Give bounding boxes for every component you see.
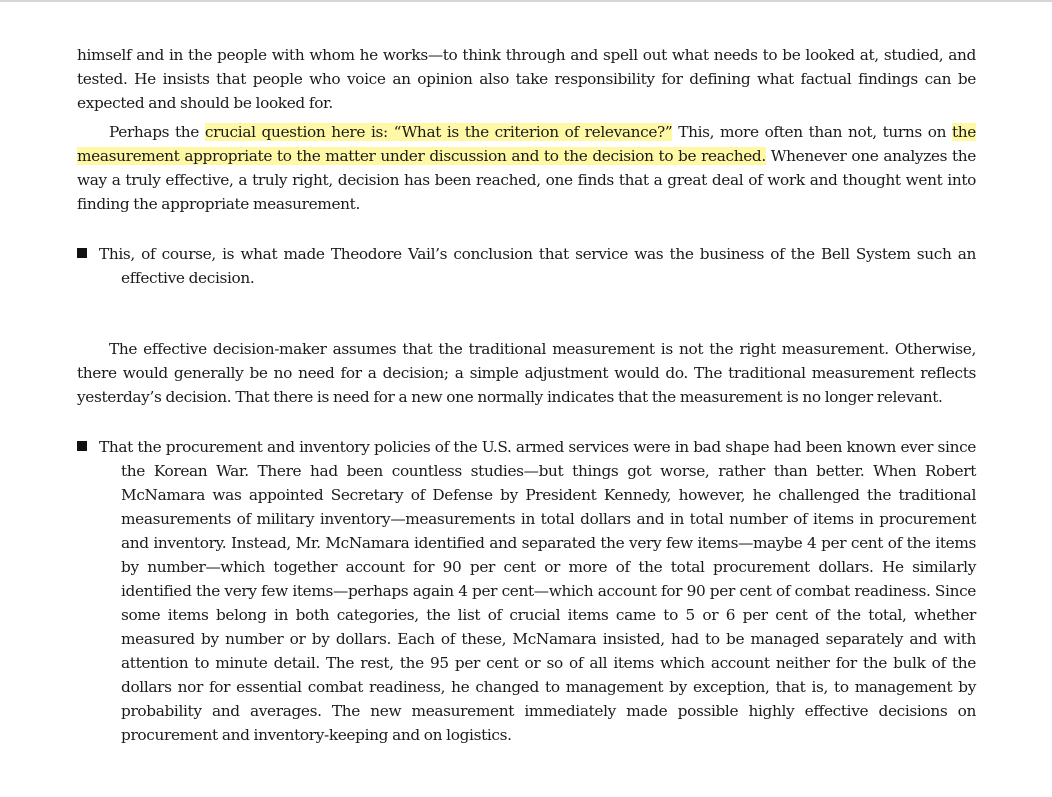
- square-bullet-icon: [77, 441, 87, 451]
- bullet-text: [99, 435, 976, 747]
- bullet-first-line: This, of course, is what made Theodore Vail’s conclusion that service was the business of the Bell System such an effective: [99, 245, 976, 287]
- reader-page[interactable]: [77, 43, 976, 747]
- highlight-appropriate-measurement[interactable]: the measurement appropriate to the matter under discussion and to the decision to be reached.: [77, 123, 976, 165]
- square-bullet-icon: [77, 248, 87, 258]
- bullet-text: [99, 242, 976, 290]
- text-segment: Perhaps the: [109, 123, 205, 141]
- bullet-first-line: That the procurement and inventory policies of the U.S. armed services were in bad shape had been known ever since the: [99, 438, 976, 480]
- bullet-item-theodore-vail[interactable]: [77, 242, 976, 290]
- bullet-rest: decision.: [188, 269, 255, 287]
- text-segment: This, more often than not, turns on: [672, 123, 952, 141]
- bullet-item-mcnamara[interactable]: [77, 435, 976, 747]
- paragraph-criterion-of-relevance[interactable]: [77, 120, 976, 216]
- text-segment: Whenever one analyzes the way a truly effective, a truly right, decision has been reached, one finds that a great deal of work and thought went into finding the appropriate measurement.: [77, 147, 976, 213]
- bullet-rest: Korean War. There had been countless studies—but things got worse, rather than better. When Robert McNamara was appointed Secretary of Defense by President Kennedy, however, he challenged the traditional measurements of military inventory—measurements in total dollars and in total number of items in procurement and inventory. Instead, Mr. McNamara identified and separated the very few items—maybe 4 per cent of the items by number—which together account for 90 per cent or more of the total procurement dollars. He similarly identified the very few items—perhaps again 4 per cent—which account for 90 per cent of combat readiness. Since some items belong in both categories, the list of crucial items came to 5 or 6 per cent of the total, whether measured by number or by dollars. Each of these, McNamara insisted, had to be managed separately and with attention to minute detail. The rest, the 95 per cent or so of all items which account neither for the bulk of the dollars nor for essential combat readiness, he changed to management by exception, that is, to management by probability and averages. The new measurement immediately made possible highly effective decisions on procurement and inventory-keeping and on logistics.: [121, 462, 976, 744]
- top-divider: [0, 0, 1052, 2]
- paragraph-continued[interactable]: himself and in the people with whom he works—to think through and spell out what needs to be looked at, studied, and tested. He insists that people who voice an opinion also take responsibility for defining what factual findings can be expected and should be looked for.: [77, 46, 976, 112]
- highlight-criterion-question[interactable]: crucial question here is: “What is the criterion of relevance?”: [204, 123, 673, 141]
- paragraph-traditional-measurement[interactable]: The effective decision-maker assumes that the traditional measurement is not the right measurement. Otherwise, there would generally be no need for a decision; a simple adjustment would do. The traditional measurement reflects yesterday’s decision. That there is need for a new one normally indicates that the measurement is no longer relevant.: [77, 340, 976, 406]
